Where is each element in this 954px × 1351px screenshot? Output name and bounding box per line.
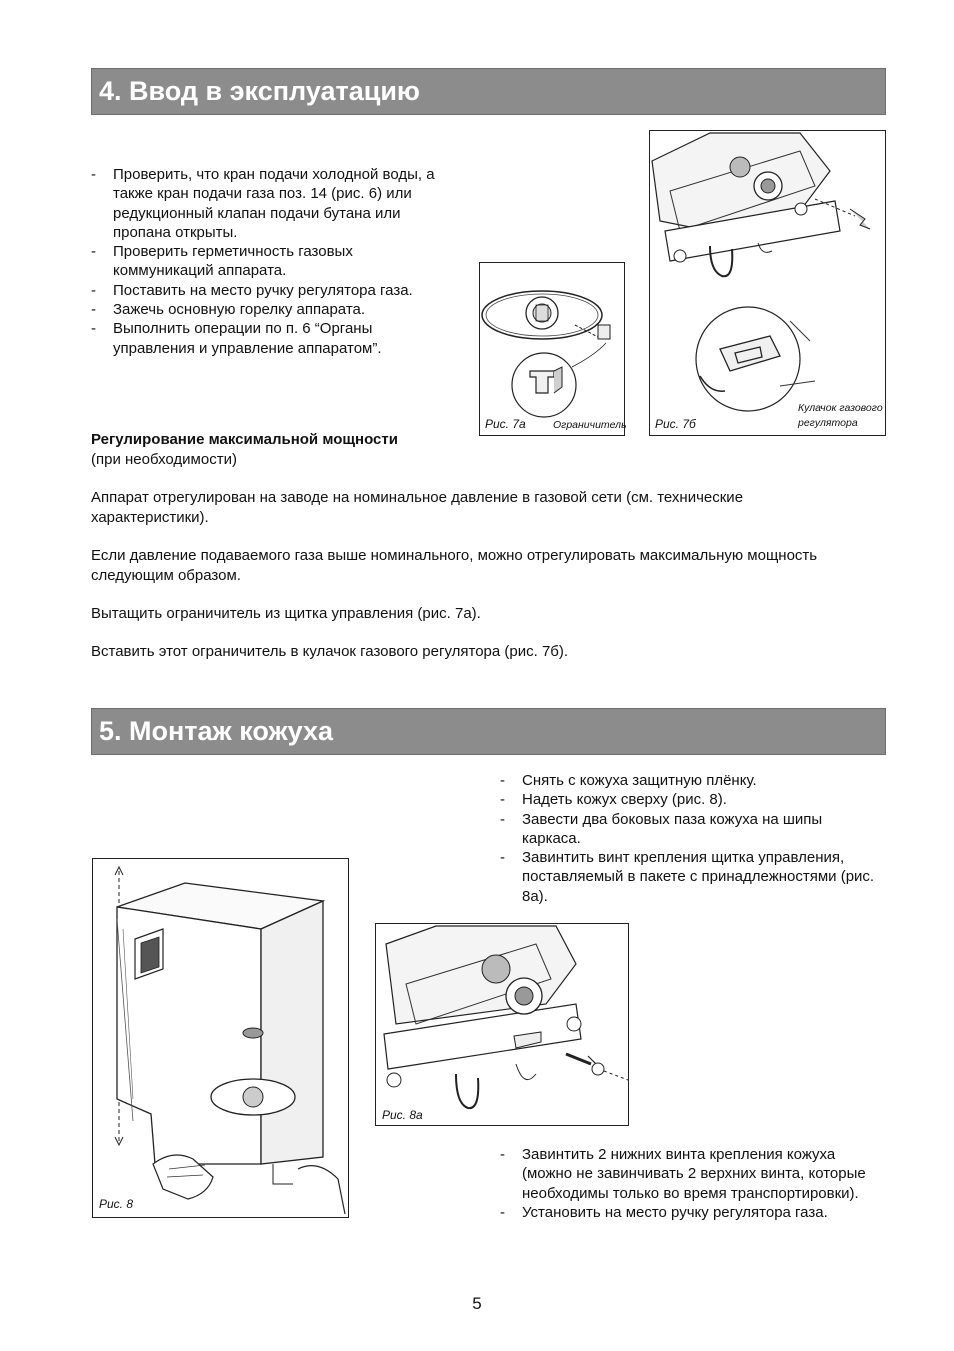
- figure-8: [92, 858, 349, 1218]
- figure-7b-note-line1: Кулачок газового: [798, 402, 883, 414]
- section-5-heading: 5. Монтаж кожуха: [91, 708, 886, 755]
- subheading: Регулирование максимальной мощности: [91, 431, 398, 448]
- list-item: - Завинтить 2 нижних винта крепления кожуха (можно не завинчивать 2 верхних винта, которые необходимы только во время транспортировки).: [500, 1145, 880, 1203]
- list-item: - Надеть кожух сверху (рис. 8).: [500, 790, 880, 809]
- paragraph-4: Вставить этот ограничитель в кулачок газового регулятора (рис. 7б).: [91, 643, 569, 660]
- list-item: - Завести два боковых паза кожуха на шипы каркаса.: [500, 810, 880, 849]
- list-item: - Проверить герметичность газовых коммуникаций аппарата.: [91, 242, 446, 281]
- section-4-steps: [91, 165, 446, 358]
- paragraph-2: Если давление подаваемого газа выше номинального, можно отрегулировать максимальную мощность следующим образом.: [91, 547, 818, 584]
- figure-8a-label: Рис. 8а: [382, 1108, 423, 1122]
- figure-8-label: Рис. 8: [99, 1197, 134, 1211]
- figure-7b: [649, 130, 886, 436]
- list-item: - Поставить на место ручку регулятора газа.: [91, 281, 446, 300]
- control-panel-screw-illustration: [376, 924, 630, 1127]
- figure-7a-note: Ограничитель: [553, 419, 627, 431]
- figure-7a: [479, 262, 625, 436]
- figure-7b-note-line2: регулятора: [798, 417, 858, 429]
- figure-7a-label: Рис. 7а: [485, 417, 526, 431]
- list-item: - Завинтить винт крепления щитка управления, поставляемый в пакете с принадлежностями (рис. 8а).: [500, 848, 880, 906]
- gas-regulator-illustration: [650, 131, 887, 437]
- section-5-steps-top: [500, 771, 880, 906]
- figure-8a: [375, 923, 629, 1126]
- list-item: - Выполнить операции по п. 6 “Органы управления и управление аппаратом”.: [91, 319, 446, 358]
- paragraph-3: Вытащить ограничитель из щитка управления (рис. 7а).: [91, 605, 481, 622]
- list-item: - Снять с кожуха защитную плёнку.: [500, 771, 880, 790]
- section-4-heading: 4. Ввод в эксплуатацию: [91, 68, 886, 115]
- limiter-illustration: [480, 263, 626, 437]
- page-number: 5: [472, 1294, 482, 1313]
- list-item: - Установить на место ручку регулятора газа.: [500, 1203, 880, 1222]
- list-item: - Зажечь основную горелку аппарата.: [91, 300, 446, 319]
- subheading-note: (при необходимости): [91, 451, 237, 468]
- list-item: - Проверить, что кран подачи холодной воды, а также кран подачи газа поз. 14 (рис. 6) или редукционный клапан подачи бутана или пропана открыты.: [91, 165, 446, 242]
- section-5-steps-bottom: [500, 1145, 880, 1222]
- figure-7b-label: Рис. 7б: [655, 417, 696, 431]
- paragraph-1: Аппарат отрегулирован на заводе на номинальное давление в газовой сети (см. технические характеристики).: [91, 489, 744, 526]
- casing-illustration: [93, 859, 350, 1219]
